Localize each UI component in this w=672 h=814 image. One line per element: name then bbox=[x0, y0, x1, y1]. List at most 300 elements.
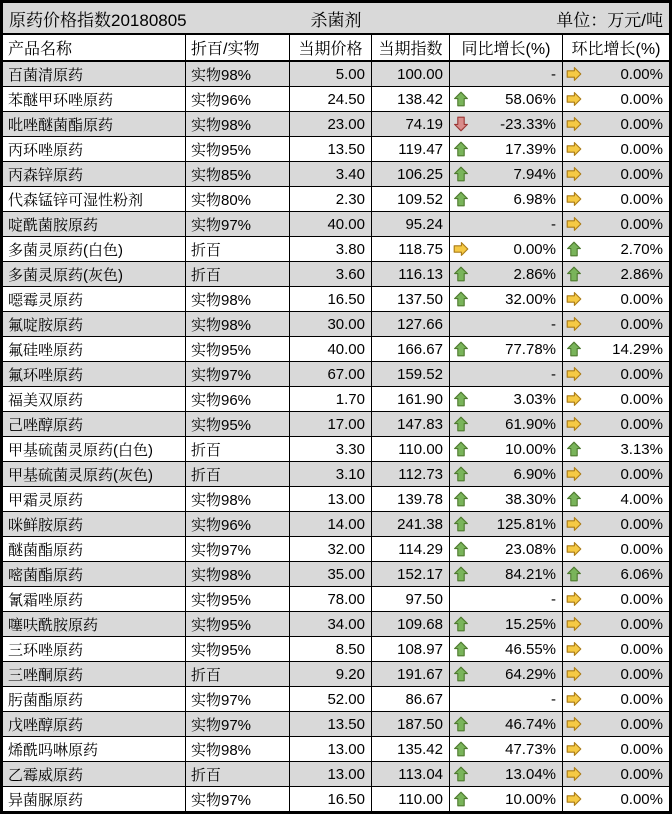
right-arrow-icon bbox=[566, 216, 582, 232]
up-arrow-icon bbox=[453, 766, 469, 782]
right-arrow-icon bbox=[566, 141, 582, 157]
up-arrow-icon bbox=[453, 516, 469, 532]
current-index-cell: 110.00 bbox=[372, 437, 450, 461]
right-arrow-icon bbox=[566, 716, 582, 732]
mom-growth-cell bbox=[563, 212, 669, 236]
yoy-growth-cell bbox=[450, 512, 563, 536]
product-name-cell: 丙森锌原药 bbox=[3, 162, 186, 186]
yoy-growth-value: 6.90% bbox=[513, 465, 556, 483]
up-arrow-icon bbox=[453, 791, 469, 807]
product-name-cell: 噻呋酰胺原药 bbox=[3, 612, 186, 636]
current-price-cell: 13.00 bbox=[290, 762, 372, 786]
right-arrow-icon bbox=[566, 366, 582, 382]
mom-growth-value: 0.00% bbox=[620, 215, 663, 233]
spec-cell: 实物96% bbox=[186, 87, 290, 111]
product-name-cell: 异菌脲原药 bbox=[3, 787, 186, 811]
up-arrow-icon bbox=[453, 541, 469, 557]
up-arrow-icon bbox=[453, 716, 469, 732]
table-row bbox=[3, 237, 669, 262]
yoy-growth-cell bbox=[450, 487, 563, 511]
right-arrow-icon bbox=[566, 391, 582, 407]
spec-cell: 实物80% bbox=[186, 187, 290, 211]
mom-growth-cell bbox=[563, 387, 669, 411]
yoy-growth-cell bbox=[450, 612, 563, 636]
mom-growth-cell bbox=[563, 637, 669, 661]
mom-growth-cell bbox=[563, 612, 669, 636]
right-arrow-icon bbox=[566, 416, 582, 432]
down-arrow-icon bbox=[453, 116, 469, 132]
right-arrow-icon bbox=[566, 166, 582, 182]
current-price-cell: 23.00 bbox=[290, 112, 372, 136]
yoy-growth-cell bbox=[450, 237, 563, 261]
product-name-cell: 百菌清原药 bbox=[3, 62, 186, 86]
current-index-cell: 191.67 bbox=[372, 662, 450, 686]
current-price-cell: 2.30 bbox=[290, 187, 372, 211]
mom-growth-cell bbox=[563, 62, 669, 86]
mom-growth-value: 0.00% bbox=[620, 165, 663, 183]
right-arrow-icon bbox=[566, 116, 582, 132]
mom-growth-cell bbox=[563, 687, 669, 711]
current-index-cell: 109.52 bbox=[372, 187, 450, 211]
mom-growth-value: 6.06% bbox=[620, 565, 663, 583]
current-index-cell: 138.42 bbox=[372, 87, 450, 111]
current-index-cell: 187.50 bbox=[372, 712, 450, 736]
yoy-growth-value: 125.81% bbox=[496, 515, 556, 533]
up-arrow-icon bbox=[453, 191, 469, 207]
spec-cell: 实物98% bbox=[186, 62, 290, 86]
mom-growth-cell bbox=[563, 87, 669, 111]
table-row bbox=[3, 787, 669, 811]
mom-growth-value: 0.00% bbox=[620, 365, 663, 383]
yoy-growth-value: 15.25% bbox=[505, 615, 556, 633]
right-arrow-icon bbox=[566, 91, 582, 107]
product-name-cell: 氟啶胺原药 bbox=[3, 312, 186, 336]
current-price-cell: 24.50 bbox=[290, 87, 372, 111]
product-name-cell: 三环唑原药 bbox=[3, 637, 186, 661]
col-header-spec: 折百/实物 bbox=[186, 35, 290, 60]
yoy-growth-cell bbox=[450, 412, 563, 436]
yoy-growth-cell bbox=[450, 762, 563, 786]
yoy-growth-value: 10.00% bbox=[505, 440, 556, 458]
current-price-cell: 34.00 bbox=[290, 612, 372, 636]
up-arrow-icon bbox=[453, 491, 469, 507]
up-arrow-icon bbox=[566, 441, 582, 457]
spec-cell: 实物97% bbox=[186, 687, 290, 711]
up-arrow-icon bbox=[566, 566, 582, 582]
current-price-cell: 16.50 bbox=[290, 287, 372, 311]
current-price-cell: 1.70 bbox=[290, 387, 372, 411]
mom-growth-cell bbox=[563, 762, 669, 786]
yoy-growth-cell bbox=[450, 137, 563, 161]
spec-cell: 折百 bbox=[186, 462, 290, 486]
yoy-growth-value: 84.21% bbox=[505, 565, 556, 583]
up-arrow-icon bbox=[453, 166, 469, 182]
yoy-growth-value: 23.08% bbox=[505, 540, 556, 558]
current-index-cell: 119.47 bbox=[372, 137, 450, 161]
table-row bbox=[3, 687, 669, 712]
mom-growth-value: 3.13% bbox=[620, 440, 663, 458]
table-row bbox=[3, 537, 669, 562]
yoy-growth-value: 38.30% bbox=[505, 490, 556, 508]
mom-growth-cell bbox=[563, 137, 669, 161]
current-index-cell: 135.42 bbox=[372, 737, 450, 761]
yoy-growth-cell bbox=[450, 462, 563, 486]
yoy-growth-value: 77.78% bbox=[505, 340, 556, 358]
table-title-bar bbox=[3, 3, 669, 35]
mom-growth-cell bbox=[563, 287, 669, 311]
mom-growth-value: 0.00% bbox=[620, 115, 663, 133]
table-row bbox=[3, 287, 669, 312]
yoy-growth-cell bbox=[450, 162, 563, 186]
mom-growth-value: 2.86% bbox=[620, 265, 663, 283]
spec-cell: 实物97% bbox=[186, 787, 290, 811]
mom-growth-value: 0.00% bbox=[620, 540, 663, 558]
mom-growth-value: 2.70% bbox=[620, 240, 663, 258]
up-arrow-icon bbox=[453, 391, 469, 407]
mom-growth-value: 0.00% bbox=[620, 415, 663, 433]
up-arrow-icon bbox=[453, 441, 469, 457]
yoy-growth-value: 0.00% bbox=[513, 240, 556, 258]
yoy-growth-value: 3.03% bbox=[513, 390, 556, 408]
yoy-growth-cell bbox=[450, 362, 563, 386]
table-row bbox=[3, 487, 669, 512]
mom-growth-value: 0.00% bbox=[620, 65, 663, 83]
product-name-cell: 肟菌酯原药 bbox=[3, 687, 186, 711]
current-price-cell: 13.00 bbox=[290, 737, 372, 761]
mom-growth-value: 0.00% bbox=[620, 765, 663, 783]
table-body bbox=[3, 62, 669, 811]
current-index-cell: 108.97 bbox=[372, 637, 450, 661]
mom-growth-cell bbox=[563, 162, 669, 186]
product-name-cell: 氰霜唑原药 bbox=[3, 587, 186, 611]
current-price-cell: 13.50 bbox=[290, 137, 372, 161]
yoy-growth-value: - bbox=[551, 365, 556, 383]
yoy-growth-value: 46.74% bbox=[505, 715, 556, 733]
current-index-cell: 118.75 bbox=[372, 237, 450, 261]
yoy-growth-cell bbox=[450, 637, 563, 661]
current-price-cell: 52.00 bbox=[290, 687, 372, 711]
up-arrow-icon bbox=[566, 266, 582, 282]
spec-cell: 实物95% bbox=[186, 587, 290, 611]
right-arrow-icon bbox=[566, 641, 582, 657]
col-header-yoy: 同比增长(%) bbox=[450, 35, 563, 60]
yoy-growth-cell bbox=[450, 62, 563, 86]
table-row bbox=[3, 162, 669, 187]
yoy-growth-cell bbox=[450, 787, 563, 811]
mom-growth-value: 4.00% bbox=[620, 490, 663, 508]
table-row bbox=[3, 137, 669, 162]
product-name-cell: 乙霉威原药 bbox=[3, 762, 186, 786]
mom-growth-cell bbox=[563, 562, 669, 586]
up-arrow-icon bbox=[453, 566, 469, 582]
mom-growth-value: 0.00% bbox=[620, 90, 663, 108]
current-price-cell: 3.60 bbox=[290, 262, 372, 286]
yoy-growth-value: - bbox=[551, 590, 556, 608]
up-arrow-icon bbox=[453, 666, 469, 682]
right-arrow-icon bbox=[566, 191, 582, 207]
mom-growth-cell bbox=[563, 662, 669, 686]
yoy-growth-value: 47.73% bbox=[505, 740, 556, 758]
spec-cell: 折百 bbox=[186, 762, 290, 786]
col-header-index: 当期指数 bbox=[372, 35, 450, 60]
current-index-cell: 110.00 bbox=[372, 787, 450, 811]
up-arrow-icon bbox=[453, 641, 469, 657]
col-header-product: 产品名称 bbox=[3, 35, 186, 60]
yoy-growth-cell bbox=[450, 662, 563, 686]
right-arrow-icon bbox=[566, 466, 582, 482]
spec-cell: 折百 bbox=[186, 662, 290, 686]
mom-growth-value: 0.00% bbox=[620, 515, 663, 533]
yoy-growth-cell bbox=[450, 262, 563, 286]
current-price-cell: 40.00 bbox=[290, 212, 372, 236]
right-arrow-icon bbox=[566, 741, 582, 757]
yoy-growth-value: - bbox=[551, 215, 556, 233]
mom-growth-cell bbox=[563, 737, 669, 761]
product-name-cell: 代森锰锌可湿性粉剂 bbox=[3, 187, 186, 211]
mom-growth-value: 0.00% bbox=[620, 615, 663, 633]
current-index-cell: 100.00 bbox=[372, 62, 450, 86]
yoy-growth-cell bbox=[450, 387, 563, 411]
current-price-cell: 17.00 bbox=[290, 412, 372, 436]
right-arrow-icon bbox=[566, 541, 582, 557]
mom-growth-cell bbox=[563, 187, 669, 211]
yoy-growth-value: 17.39% bbox=[505, 140, 556, 158]
spec-cell: 实物98% bbox=[186, 737, 290, 761]
mom-growth-value: 0.00% bbox=[620, 190, 663, 208]
yoy-growth-value: 13.04% bbox=[505, 765, 556, 783]
current-index-cell: 137.50 bbox=[372, 287, 450, 311]
up-arrow-icon bbox=[566, 341, 582, 357]
current-index-cell: 114.29 bbox=[372, 537, 450, 561]
product-name-cell: 咪鲜胺原药 bbox=[3, 512, 186, 536]
right-arrow-icon bbox=[566, 291, 582, 307]
yoy-growth-cell bbox=[450, 562, 563, 586]
current-price-cell: 35.00 bbox=[290, 562, 372, 586]
right-arrow-icon bbox=[566, 766, 582, 782]
yoy-growth-cell bbox=[450, 437, 563, 461]
yoy-growth-cell bbox=[450, 587, 563, 611]
up-arrow-icon bbox=[453, 291, 469, 307]
spec-cell: 实物96% bbox=[186, 512, 290, 536]
product-name-cell: 多菌灵原药(白色) bbox=[3, 237, 186, 261]
up-arrow-icon bbox=[453, 341, 469, 357]
table-row bbox=[3, 462, 669, 487]
col-header-price: 当期价格 bbox=[290, 35, 372, 60]
table-row bbox=[3, 362, 669, 387]
table-row bbox=[3, 262, 669, 287]
mom-growth-cell bbox=[563, 437, 669, 461]
right-arrow-icon bbox=[566, 66, 582, 82]
spec-cell: 实物85% bbox=[186, 162, 290, 186]
mom-growth-value: 0.00% bbox=[620, 640, 663, 658]
current-index-cell: 86.67 bbox=[372, 687, 450, 711]
spec-cell: 实物98% bbox=[186, 312, 290, 336]
yoy-growth-value: 10.00% bbox=[505, 790, 556, 808]
table-row bbox=[3, 662, 669, 687]
current-index-cell: 127.66 bbox=[372, 312, 450, 336]
spec-cell: 折百 bbox=[186, 437, 290, 461]
table-row bbox=[3, 612, 669, 637]
spec-cell: 实物97% bbox=[186, 212, 290, 236]
spec-cell: 折百 bbox=[186, 262, 290, 286]
yoy-growth-cell bbox=[450, 312, 563, 336]
right-arrow-icon bbox=[566, 666, 582, 682]
product-name-cell: 戊唑醇原药 bbox=[3, 712, 186, 736]
table-row bbox=[3, 762, 669, 787]
spec-cell: 实物95% bbox=[186, 612, 290, 636]
spec-cell: 实物97% bbox=[186, 712, 290, 736]
current-price-cell: 3.80 bbox=[290, 237, 372, 261]
yoy-growth-value: 2.86% bbox=[513, 265, 556, 283]
mom-growth-value: 0.00% bbox=[620, 390, 663, 408]
table-row bbox=[3, 112, 669, 137]
table-row bbox=[3, 212, 669, 237]
table-row bbox=[3, 187, 669, 212]
yoy-growth-cell bbox=[450, 337, 563, 361]
spec-cell: 实物98% bbox=[186, 287, 290, 311]
table-row bbox=[3, 337, 669, 362]
mom-growth-value: 0.00% bbox=[620, 290, 663, 308]
mom-growth-cell bbox=[563, 712, 669, 736]
mom-growth-value: 0.00% bbox=[620, 715, 663, 733]
table-row bbox=[3, 587, 669, 612]
yoy-growth-cell bbox=[450, 737, 563, 761]
mom-growth-cell bbox=[563, 362, 669, 386]
right-arrow-icon bbox=[566, 791, 582, 807]
current-index-cell: 116.13 bbox=[372, 262, 450, 286]
mom-growth-cell bbox=[563, 237, 669, 261]
mom-growth-value: 14.29% bbox=[612, 340, 663, 358]
product-name-cell: 氟环唑原药 bbox=[3, 362, 186, 386]
current-index-cell: 112.73 bbox=[372, 462, 450, 486]
spec-cell: 实物95% bbox=[186, 137, 290, 161]
spec-cell: 折百 bbox=[186, 237, 290, 261]
mom-growth-value: 0.00% bbox=[620, 465, 663, 483]
current-price-cell: 78.00 bbox=[290, 587, 372, 611]
yoy-growth-cell bbox=[450, 212, 563, 236]
mom-growth-value: 0.00% bbox=[620, 790, 663, 808]
table-row bbox=[3, 637, 669, 662]
mom-growth-cell bbox=[563, 537, 669, 561]
yoy-growth-cell bbox=[450, 712, 563, 736]
current-index-cell: 161.90 bbox=[372, 387, 450, 411]
mom-growth-cell bbox=[563, 312, 669, 336]
mom-growth-cell bbox=[563, 587, 669, 611]
current-index-cell: 106.25 bbox=[372, 162, 450, 186]
yoy-growth-value: 58.06% bbox=[505, 90, 556, 108]
product-name-cell: 烯酰吗啉原药 bbox=[3, 737, 186, 761]
table-row bbox=[3, 512, 669, 537]
mom-growth-cell bbox=[563, 262, 669, 286]
current-index-cell: 109.68 bbox=[372, 612, 450, 636]
yoy-growth-value: - bbox=[551, 690, 556, 708]
current-index-cell: 139.78 bbox=[372, 487, 450, 511]
product-name-cell: 氟硅唑原药 bbox=[3, 337, 186, 361]
yoy-growth-value: 61.90% bbox=[505, 415, 556, 433]
mom-growth-cell bbox=[563, 337, 669, 361]
product-name-cell: 噁霉灵原药 bbox=[3, 287, 186, 311]
product-name-cell: 甲霜灵原药 bbox=[3, 487, 186, 511]
current-price-cell: 3.10 bbox=[290, 462, 372, 486]
yoy-growth-value: 32.00% bbox=[505, 290, 556, 308]
table-title: 原药价格指数20180805 bbox=[9, 10, 187, 30]
mom-growth-value: 0.00% bbox=[620, 590, 663, 608]
current-price-cell: 30.00 bbox=[290, 312, 372, 336]
up-arrow-icon bbox=[566, 241, 582, 257]
current-price-cell: 3.40 bbox=[290, 162, 372, 186]
product-name-cell: 多菌灵原药(灰色) bbox=[3, 262, 186, 286]
mom-growth-value: 0.00% bbox=[620, 740, 663, 758]
current-index-cell: 95.24 bbox=[372, 212, 450, 236]
yoy-growth-value: 46.55% bbox=[505, 640, 556, 658]
right-arrow-icon bbox=[453, 241, 469, 257]
table-row bbox=[3, 387, 669, 412]
yoy-growth-value: -23.33% bbox=[500, 115, 556, 133]
current-price-cell: 40.00 bbox=[290, 337, 372, 361]
yoy-growth-value: - bbox=[551, 315, 556, 333]
product-name-cell: 己唑醇原药 bbox=[3, 412, 186, 436]
table-row bbox=[3, 712, 669, 737]
column-header-row bbox=[3, 35, 669, 62]
spec-cell: 实物97% bbox=[186, 362, 290, 386]
current-price-cell: 8.50 bbox=[290, 637, 372, 661]
unit-label: 单位：万元/吨 bbox=[556, 10, 663, 30]
current-price-cell: 32.00 bbox=[290, 537, 372, 561]
current-index-cell: 147.83 bbox=[372, 412, 450, 436]
up-arrow-icon bbox=[453, 466, 469, 482]
spec-cell: 实物95% bbox=[186, 412, 290, 436]
current-index-cell: 113.04 bbox=[372, 762, 450, 786]
col-header-mom: 环比增长(%) bbox=[571, 41, 661, 58]
yoy-growth-value: 7.94% bbox=[513, 165, 556, 183]
up-arrow-icon bbox=[453, 616, 469, 632]
product-name-cell: 吡唑醚菌酯原药 bbox=[3, 112, 186, 136]
up-arrow-icon bbox=[453, 741, 469, 757]
yoy-growth-cell bbox=[450, 537, 563, 561]
current-price-cell: 9.20 bbox=[290, 662, 372, 686]
current-price-cell: 67.00 bbox=[290, 362, 372, 386]
mom-growth-value: 0.00% bbox=[620, 665, 663, 683]
yoy-growth-cell bbox=[450, 687, 563, 711]
yoy-growth-value: 64.29% bbox=[505, 665, 556, 683]
current-index-cell: 241.38 bbox=[372, 512, 450, 536]
up-arrow-icon bbox=[566, 491, 582, 507]
mom-growth-cell bbox=[563, 487, 669, 511]
current-index-cell: 159.52 bbox=[372, 362, 450, 386]
right-arrow-icon bbox=[566, 616, 582, 632]
current-price-cell: 16.50 bbox=[290, 787, 372, 811]
category-label: 杀菌剂 bbox=[310, 10, 362, 30]
current-price-cell: 13.50 bbox=[290, 712, 372, 736]
current-index-cell: 152.17 bbox=[372, 562, 450, 586]
product-name-cell: 福美双原药 bbox=[3, 387, 186, 411]
mom-growth-cell bbox=[563, 787, 669, 811]
right-arrow-icon bbox=[566, 591, 582, 607]
product-name-cell: 甲基硫菌灵原药(白色) bbox=[3, 437, 186, 461]
yoy-growth-cell bbox=[450, 87, 563, 111]
mom-growth-cell bbox=[563, 462, 669, 486]
right-arrow-icon bbox=[566, 316, 582, 332]
spec-cell: 实物98% bbox=[186, 487, 290, 511]
current-price-cell: 5.00 bbox=[290, 62, 372, 86]
product-name-cell: 苯醚甲环唑原药 bbox=[3, 87, 186, 111]
mom-growth-value: 0.00% bbox=[620, 315, 663, 333]
current-price-cell: 14.00 bbox=[290, 512, 372, 536]
current-index-cell: 74.19 bbox=[372, 112, 450, 136]
mom-growth-cell bbox=[563, 112, 669, 136]
product-name-cell: 丙环唑原药 bbox=[3, 137, 186, 161]
up-arrow-icon bbox=[453, 416, 469, 432]
